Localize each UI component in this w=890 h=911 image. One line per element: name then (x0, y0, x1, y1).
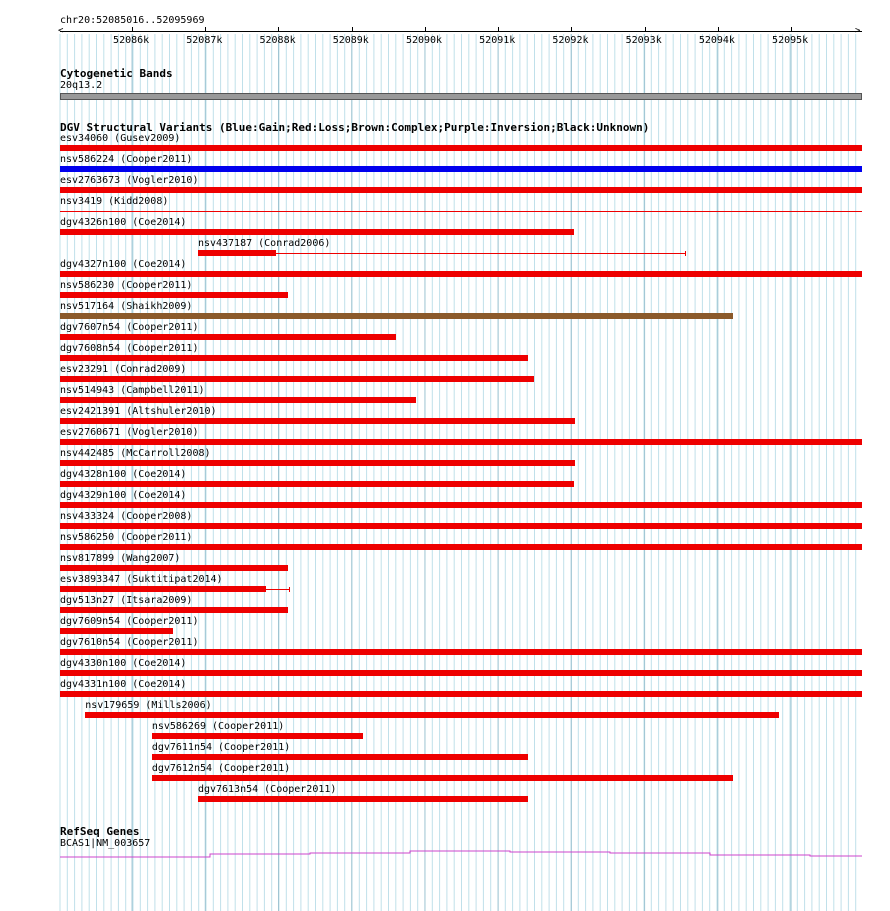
variant-label: dgv7611n54 (Cooper2011) (151, 742, 291, 753)
variant-bar[interactable] (60, 607, 288, 613)
cytoband-label: 20q13.2 (60, 80, 103, 91)
variant-bar[interactable] (152, 733, 363, 739)
variant-bar[interactable] (60, 376, 534, 382)
variant-label: nsv437187 (Conrad2006) (197, 238, 331, 249)
variant-end-cap (289, 587, 290, 592)
variant-bar[interactable] (60, 502, 862, 508)
variant-label: nsv3419 (Kidd2008) (60, 196, 169, 207)
variant-bar[interactable] (60, 523, 862, 529)
ruler-axis (60, 31, 862, 32)
ruler-tick (791, 27, 792, 32)
variant-bar[interactable] (60, 544, 862, 550)
variant-label: dgv4326n100 (Coe2014) (60, 217, 187, 228)
variant-label: dgv4331n100 (Coe2014) (60, 679, 187, 690)
variant-label: dgv4329n100 (Coe2014) (60, 490, 187, 501)
variant-label: nsv433324 (Cooper2008) (60, 511, 193, 522)
ruler-tick (498, 27, 499, 32)
variant-bar[interactable] (198, 250, 276, 256)
variant-label: nsv586269 (Cooper2011) (151, 721, 285, 732)
variant-bar[interactable] (60, 313, 733, 319)
variant-bar[interactable] (60, 187, 862, 193)
variant-bar[interactable] (198, 796, 528, 802)
variant-connector[interactable] (276, 253, 685, 254)
ruler-tick-label: 52091k (479, 35, 516, 46)
variant-label: dgv4328n100 (Coe2014) (60, 469, 187, 480)
ruler-tick (352, 27, 353, 32)
variant-bar[interactable] (60, 439, 862, 445)
variant-label: nsv586224 (Cooper2011) (60, 154, 193, 165)
ruler-tick-label: 52086k (113, 35, 150, 46)
ruler-tick (278, 27, 279, 32)
variant-label: nsv517164 (Shaikh2009) (60, 301, 193, 312)
dgv-track-title: DGV Structural Variants (Blue:Gain;Red:Loss;Brown:Complex;Purple:Inversion;Black:Unknown) (60, 121, 650, 134)
variant-bar[interactable] (60, 628, 173, 634)
variant-bar[interactable] (60, 649, 862, 655)
variant-bar[interactable] (60, 229, 574, 235)
ruler-tick-label: 52088k (259, 35, 296, 46)
ruler-tick-label: 52093k (625, 35, 662, 46)
variant-label: esv23291 (Conrad2009) (60, 364, 187, 375)
variant-label: esv2421391 (Altshuler2010) (60, 406, 217, 417)
variant-bar[interactable] (60, 355, 528, 361)
variant-bar[interactable] (60, 292, 288, 298)
variant-bar[interactable] (60, 418, 575, 424)
ruler-tick (205, 27, 206, 32)
variant-label: dgv513n27 (Itsara2009) (60, 595, 193, 606)
variant-label: dgv7609n54 (Cooper2011) (60, 616, 199, 627)
ruler-tick-label: 52094k (698, 35, 735, 46)
ruler-left-arrow: < (58, 26, 64, 36)
ruler-tick-label: 52092k (552, 35, 589, 46)
variant-bar[interactable] (60, 271, 862, 277)
cytoband-bar[interactable] (60, 93, 862, 100)
variant-label: dgv4330n100 (Coe2014) (60, 658, 187, 669)
variant-label: nsv817899 (Wang2007) (60, 553, 181, 564)
variant-bar[interactable] (60, 211, 862, 212)
variant-label: dgv7608n54 (Cooper2011) (60, 343, 199, 354)
ruler-tick (132, 27, 133, 32)
variant-label: dgv7607n54 (Cooper2011) (60, 322, 199, 333)
ruler-tick-label: 52087k (186, 35, 223, 46)
variant-label: nsv586250 (Cooper2011) (60, 532, 193, 543)
variant-label: nsv442485 (McCarroll2008) (60, 448, 211, 459)
ruler-tick-label: 52089k (332, 35, 369, 46)
variant-bar[interactable] (60, 691, 862, 697)
variant-bar[interactable] (60, 481, 574, 487)
variant-bar[interactable] (85, 712, 779, 718)
variant-bar[interactable] (60, 145, 862, 151)
variant-label: dgv4327n100 (Coe2014) (60, 259, 187, 270)
variant-label: nsv179659 (Mills2006) (85, 700, 212, 711)
variant-label: esv3893347 (Suktitipat2014) (60, 574, 223, 585)
variant-bar[interactable] (60, 670, 862, 676)
variant-bar[interactable] (152, 754, 528, 760)
ruler-right-arrow: > (855, 26, 861, 36)
ruler-tick (425, 27, 426, 32)
variant-label: nsv514943 (Campbell2011) (60, 385, 205, 396)
variant-bar[interactable] (60, 166, 862, 172)
variant-label: esv2760671 (Vogler2010) (60, 427, 199, 438)
variant-label: dgv7612n54 (Cooper2011) (151, 763, 291, 774)
variant-bar[interactable] (60, 334, 396, 340)
variant-bar[interactable] (60, 586, 266, 592)
variant-bar[interactable] (152, 775, 733, 781)
gene-label: BCAS1|NM_003657 (60, 838, 151, 849)
ruler-tick-label: 52095k (772, 35, 809, 46)
cytoband-track-title: Cytogenetic Bands (60, 67, 173, 80)
variant-label: esv2763673 (Vogler2010) (60, 175, 199, 186)
refseq-track-title: RefSeq Genes (60, 825, 140, 838)
ruler-tick-label: 52090k (405, 35, 443, 46)
variant-label: esv34060 (Gusev2009) (60, 133, 181, 144)
variant-bar[interactable] (60, 460, 575, 466)
variant-label: dgv7613n54 (Cooper2011) (197, 784, 337, 795)
region-label: chr20:52085016..52095969 (60, 15, 205, 26)
variant-label: nsv586230 (Cooper2011) (60, 280, 193, 291)
ruler-tick (571, 27, 572, 32)
variant-bar[interactable] (60, 565, 288, 571)
ruler-tick (645, 27, 646, 32)
gene-model[interactable] (0, 846, 890, 860)
variant-connector[interactable] (266, 589, 289, 590)
variant-end-cap (685, 251, 686, 256)
variant-bar[interactable] (60, 397, 416, 403)
variant-label: dgv7610n54 (Cooper2011) (60, 637, 199, 648)
ruler-tick (718, 27, 719, 32)
